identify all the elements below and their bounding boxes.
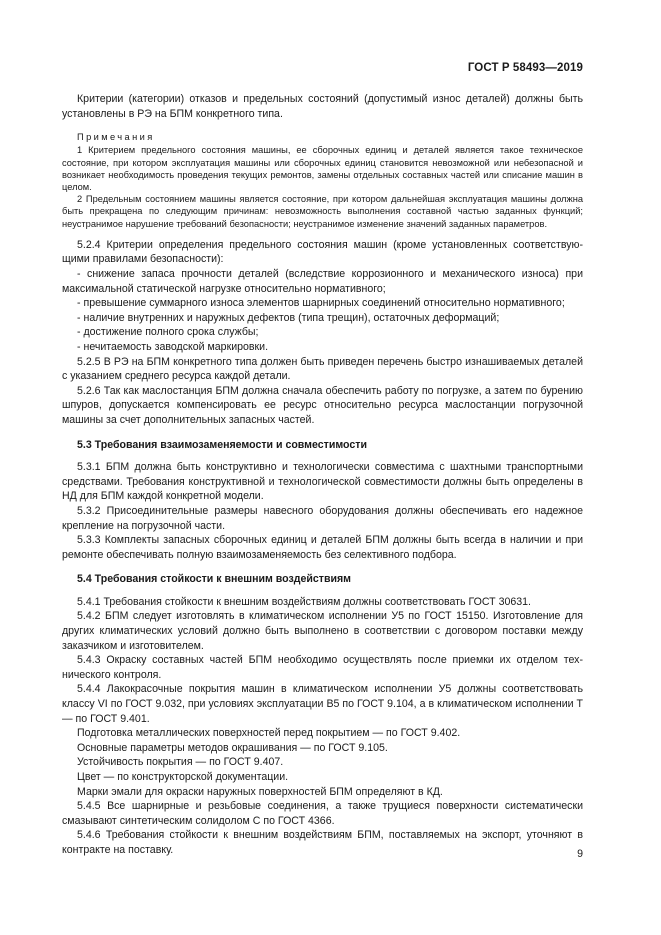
list-item: - наличие внутренних и наружных дефектов (типа трещин), остаточных деформаций; [77,311,500,324]
list-item: - достижение полного срока службы; [77,326,259,339]
clause-5-4-1: 5.4.1 Требования стойкости к внешним воздействиям должны соответствовать ГОСТ 30631. [77,595,531,608]
paragraph: Устойчивость покрытия — по ГОСТ 9.407. [77,756,284,769]
document-body [62,92,583,858]
notes-title: Примечания [77,132,155,143]
section-5-3-title: 5.3 Требования взаимозаменяемости и совместимости [77,438,367,451]
list-item: - превышение суммарного износа элементов шарнирных соединений относительно нормативного; [77,297,565,310]
paragraph: Основные параметры методов окрашивания — по ГОСТ 9.105. [77,741,388,754]
document-header: ГОСТ Р 58493—2019 [467,62,583,74]
list-item: - нечитаемость заводской маркировки. [77,340,269,353]
paragraph: Цвет — по конструкторской документации. [77,771,289,783]
clause-5-4-5: 5.4.5 Все шарнирные и резьбовые соединения, а также трущиеся поверхности систематически смазывают синтетическим солидолом С по ГОСТ 4366. [62,800,583,827]
note-1: 1 Критерием предельного состояния машины, ее сборочных единиц и деталей является такое техническое состояние, при котором эксплуатация машины или сборочных единиц становится невозможной или небезопасной и возникает необходимость проведения текущих ремонтов, замены отдельных составных частей или списание машин в целом. [62,145,583,192]
page-number: 9 [577,848,583,860]
clause-5-3-3: 5.3.3 Комплекты запасных сборочных единиц и деталей БПМ должны быть всегда в наличии и при ремонте обеспечивать полную взаимозаменяемость без селективного подбора. [62,534,583,561]
list-item: - снижение запаса прочности деталей (вследствие коррозионного и механического износа) при максимальной статической нагрузке относительно нормативного; [62,268,583,295]
intro-paragraph: Критерии (категории) отказов и предельных состояний (допустимый износ деталей) должны быть установлены в РЭ на БПМ конкретного типа. [62,93,583,120]
clause-5-2-6: 5.2.6 Так как маслостанция БПМ должна сначала обеспечить работу по погрузке, а затем по бурению шпуров, допускается компенсировать ее ресурс относительно ресурса маслостанции погрузочной машины за счет дополнительных запасных частей. [62,384,583,426]
clause-5-4-4: 5.4.4 Лакокрасочные покрытия машин в климатическом исполнении У5 должны соответствовать классу VI по ГОСТ 9.032, при условиях эксплуатации В5 по ГОСТ 9.104, а в климатическом исполнении Т — по ГОСТ 9.401. [62,683,583,725]
paragraph: Марки эмали для окраски наружных поверхностей БПМ определяют в КД. [77,785,443,798]
note-2: 2 Предельным состоянием машины является состояние, при котором дальнейшая эксплуатация машины должна быть прекращена по следующим причинам: невозможность выполнения составной частью заданных функций; неустранимое нарушение требований безопасности; неустранимое изменение значений заданных параметров. [62,194,583,229]
clause-5-4-6: 5.4.6 Требования стойкости к внешним воздействиям БПМ, поставляемых на экспорт, уточняют в контракте на поставку. [62,829,583,856]
clause-5-3-1: 5.3.1 БПМ должна быть конструктивно и технологически совместима с шахтными транспортными средствами. Требования конструктивной и технологической совместимости должны быть определены в НД для БПМ каждой конкретной модели. [62,461,583,503]
section-5-4-title: 5.4 Требования стойкости к внешним воздействиям [77,573,352,586]
paragraph: Подготовка металлических поверхностей перед покрытием — по ГОСТ 9.402. [77,727,461,740]
clause-5-4-2: 5.4.2 БПМ следует изготовлять в климатическом исполнении У5 по ГОСТ 15150. Изготовление для других климатических условий должно быть выполнено в соответствии с договором поставки между заказчиком и изготовителем. [62,610,583,652]
clause-5-3-2: 5.3.2 Присоединительные размеры навесного оборудования должны обеспечивать его надежное крепление на погрузочной части. [62,504,583,532]
clause-5-2-4: 5.2.4 Критерии определения предельного состояния машин (кроме установленных соответствующими правилами безопасности): [62,238,583,266]
clause-5-2-5: 5.2.5 В РЭ на БПМ конкретного типа должен быть приведен перечень быстро изнашиваемых деталей с указанием среднего ресурса каждой детали. [62,355,583,383]
clause-5-4-3: 5.4.3 Окраску составных частей БПМ необходимо осуществлять после приемки их отделом технического контроля. [62,654,583,681]
